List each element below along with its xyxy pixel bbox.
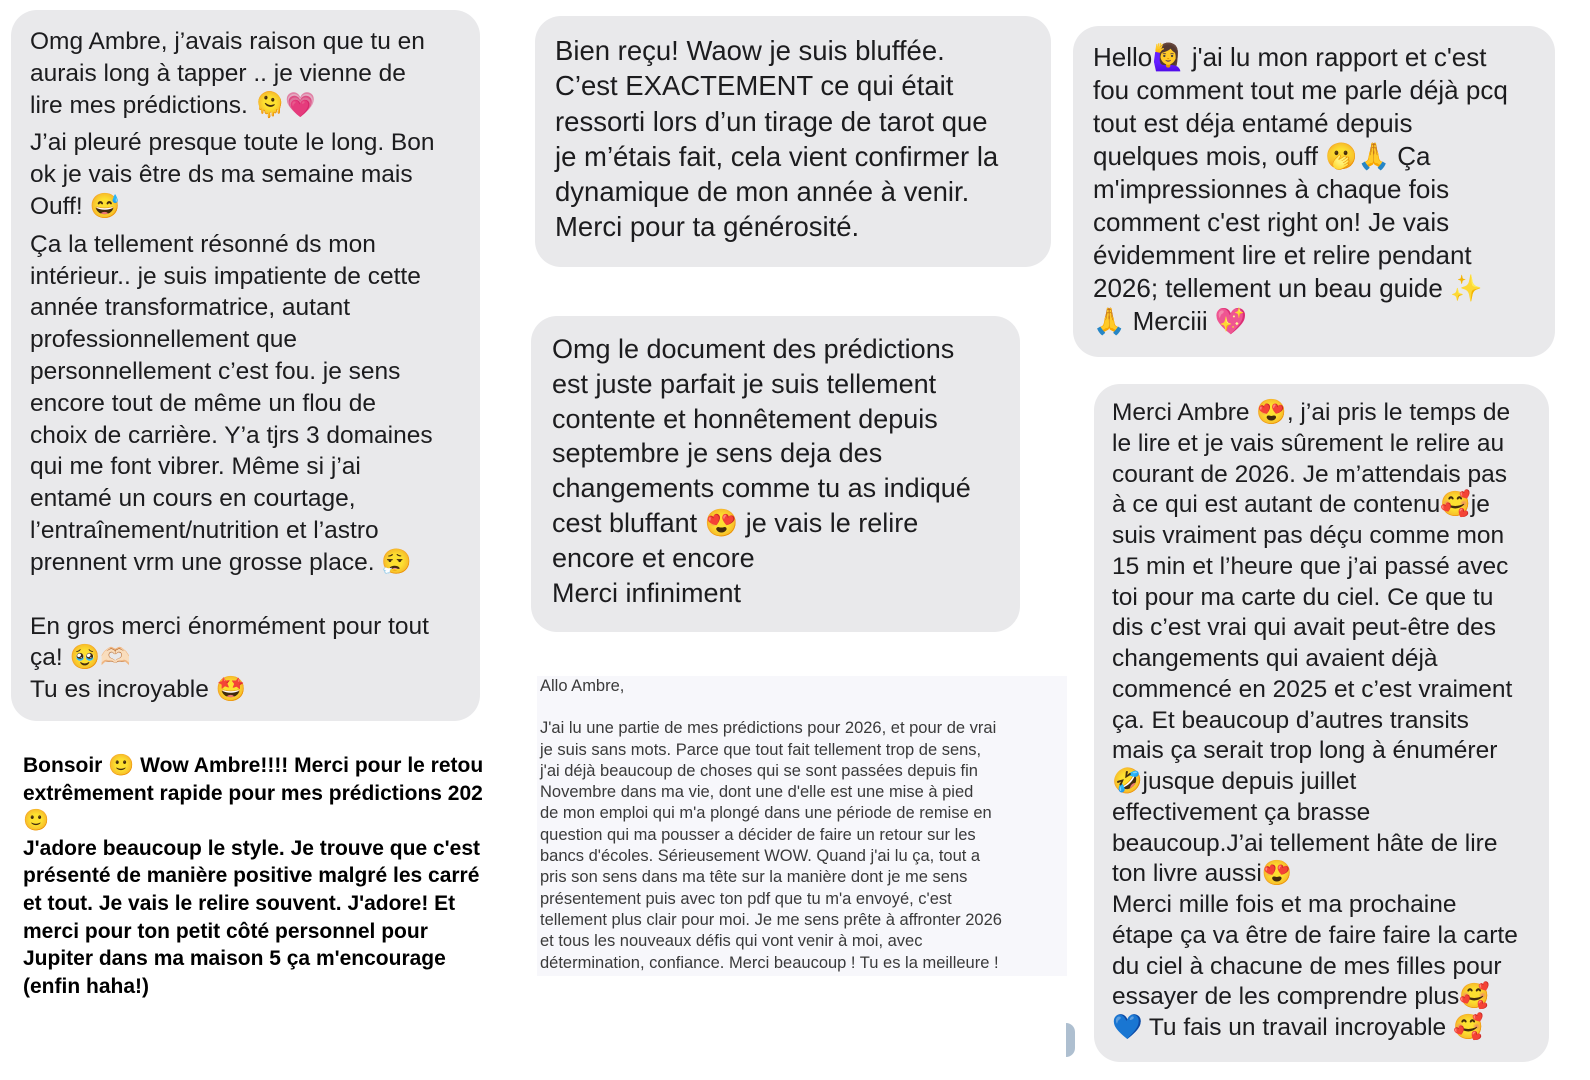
message-line: commencé en 2025 et c’est vraiment [1112,675,1513,703]
message-line: aurais long à tapper .. je vienne de [30,59,406,87]
message-line: (enfin haha!) [23,974,149,998]
message-line: cest bluffant 😍 je vais le relire [552,507,919,538]
email-line: détermination, confiance. Merci beaucoup ! Tu es la meilleure ! [540,953,999,972]
email-line: et tous les nouveaux défis qui vont venir à moi, avec [540,932,923,951]
message-line: ressorti lors d’un tirage de tarot que [555,105,988,137]
message-line: En gros merci énormément pour tout [30,612,429,640]
message-line: Merci mille fois et ma prochaine [1112,891,1457,918]
email-greeting: Allo Ambre, [540,677,625,695]
message-line: dis c’est vrai qui avait peut-être des [1112,614,1497,642]
email-message [537,676,1067,976]
message-bubble-left [11,10,480,721]
message-line: choix de carrière. Y’a tjrs 3 domaines [30,421,433,449]
message-line: tout est déja entamé depuis [1093,108,1413,138]
message-line: Merci infiniment [552,577,742,608]
message-line: ça. Et beaucoup d’autres transits [1112,706,1469,734]
paragraph-spacer [30,579,462,611]
message-line: et tout. Je vais le relire souvent. J'adore! Et [23,891,456,915]
message-line: comment c'est right on! Je vais [1093,207,1450,237]
message-line: ça! 🥹🫶🏻 [30,644,131,672]
message-line: prennent vrm une grosse place. 😮‍💨 [30,548,412,576]
message-bubble-middle [531,316,1020,632]
message-line: à ce qui est autant de contenu🥰je [1112,491,1490,519]
message-line: Hello🙋‍♀️ j'ai lu mon rapport et c'est [1093,42,1487,72]
email-line: tellement plus clair pour moi. Je me sens prête à affronter 2026 [540,910,1002,929]
message-line: ton livre aussi😍 [1112,860,1293,888]
message-line: beaucoup.J’ai tellement hâte de lire [1112,829,1498,857]
message-line: mais ça serait trop long à énumérer [1112,737,1498,765]
email-line: J'ai lu une partie de mes prédictions pour 2026, et pour de vrai [540,719,997,738]
message-line: 15 min et l’heure que j’ai passé avec [1112,552,1509,580]
message-line: quelques mois, ouff 🫢🙏 Ça [1093,141,1431,171]
message-line: suis vraiment pas déçu comme mon [1112,522,1505,549]
message-bubble-middle-top [535,16,1051,267]
message-line: Omg Ambre, j’avais raison que tu en [30,28,425,55]
email-line: question qui ma pousser a décider de faire un retour sur les [540,825,976,844]
message-line: contente et honnêtement depuis [552,403,938,434]
message-line: lire mes prédictions. 🫠💗 [30,91,316,119]
message-bubble-right [1094,384,1549,1062]
message-line: 2026; tellement un beau guide ✨ [1093,273,1483,303]
message-line: entamé un cours en courtage, [30,485,356,513]
message-line: Omg le document des prédictions [552,334,955,364]
message-line: intérieur.. je suis impatiente de cette [30,262,421,290]
message-line: m'impressionnes à chaque fois [1093,174,1450,204]
email-line: j'ai déjà beaucoup de choses qui se sont passées depuis fin [540,761,978,780]
message-line: 💙 Tu fais un travail incroyable 🥰 [1112,1014,1484,1041]
message-bubble-right-top [1073,26,1555,357]
message-line: toi pour ma carte du ciel. Ce que tu [1112,583,1494,611]
message-line: extrêmement rapide pour mes prédictions 202 [23,781,483,805]
message-line: du ciel à chacune de mes filles pour [1112,952,1502,980]
message-line: est juste parfait je suis tellement [552,368,937,399]
message-line: évidemment lire et relire pendant [1093,240,1472,270]
message-line: Merci pour ta générosité. [555,211,860,243]
email-line: de mon emploi qui m'a plongé dans une période de remise en [540,804,992,823]
message-line: qui me font vibrer. Même si j’ai [30,453,361,481]
message-line: Jupiter dans ma maison 5 ça m'encourage [23,947,446,971]
message-line: courant de 2026. Je m’attendais pas [1112,460,1507,488]
message-line: fou comment tout me parle déjà pcq [1093,75,1508,105]
message-line: Bonsoir 🙂 Wow Ambre!!!! Merci pour le retou [23,754,484,777]
email-line: pris son sens dans ma tête sur la manière dont je me sens [540,868,968,887]
message-line: changements comme tu as indiqué [552,473,971,504]
message-line: l’entraînement/nutrition et l’astro [30,516,379,544]
message-line: 🙂 [23,809,50,833]
message-line: présenté de manière positive malgré les carré [23,864,480,888]
message-line: encore et encore [552,542,755,573]
email-line: bancs d'écoles. Sérieusement WOW. Quand j'ai lu ça, tout a [540,847,981,866]
email-line: je suis sans mots. Parce que tout fait tellement trop de sens, [540,740,982,759]
message-line: étape ça va être de faire faire la carte [1112,921,1518,949]
message-line: Merci Ambre 😍, j’ai pris le temps de [1112,399,1511,426]
message-line: Tu es incroyable 🤩 [30,676,247,704]
message-line: Bien reçu! Waow je suis bluffée. [555,35,945,66]
message-line: J'adore beaucoup le style. Je trouve que c'est [23,836,480,860]
cropped-avatar-edge [1066,1023,1075,1057]
message-line: C’est EXACTEMENT ce qui était [555,70,954,102]
message-line: effectivement ça brasse [1112,798,1371,826]
message-line: septembre je sens deja des [552,438,883,469]
message-line: année transformatrice, autant [30,294,351,322]
message-line: Ouff! 😅 [30,192,120,220]
message-line: le lire et je vais sûrement le relire au [1112,429,1505,457]
email-line: Novembre dans ma vie, dont une d'elle est une mise à pied [540,783,974,802]
email-line: présentement puis avec ton pdf que tu m'a envoyé, c'est [540,889,952,908]
bold-text-message [23,752,519,1072]
message-line: personnellement c’est fou. je sens [30,357,401,385]
message-line: J’ai pleuré presque toute le long. Bon [30,129,435,157]
message-line: 🤣jusque depuis juillet [1112,768,1357,795]
message-line: ok je vais être ds ma semaine mais [30,161,413,189]
message-line: merci pour ton petit côté personnel pour [23,919,428,943]
message-line: changements qui avaient déjà [1112,645,1438,672]
message-line: je m’étais fait, cela vient confirmer la [555,140,999,172]
message-line: Ça la tellement résonné ds mon [30,230,376,258]
message-line: essayer de les comprendre plus🥰 [1112,983,1490,1011]
message-line: dynamique de mon année à venir. [555,176,970,208]
message-line: encore tout de même un flou de [30,389,376,417]
message-line: 🙏 Merciii 💖 [1093,306,1248,336]
message-line: professionnellement que [30,326,297,354]
